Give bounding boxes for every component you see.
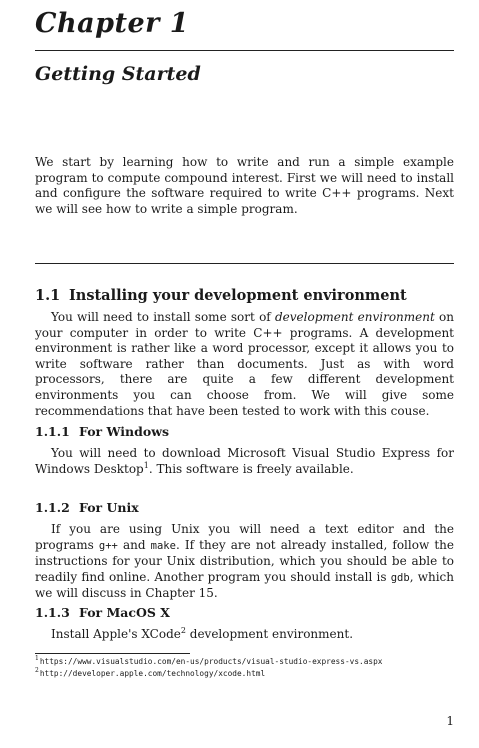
subsection-title: For Windows <box>79 424 169 439</box>
chapter-rule <box>35 50 454 51</box>
section-divider <box>35 263 454 264</box>
chapter-subtitle: Getting Started <box>35 63 201 85</box>
footnote-rule <box>35 653 190 654</box>
code-text: gdb <box>390 571 410 584</box>
para-text: You will need to install some sort of <box>51 310 275 324</box>
intro-paragraph: We start by learning how to write and run a simple example program to compute compound interest. First we will need to install and configure the software required to write C++ programs. Next we will see how to write a simple program. <box>35 155 454 216</box>
emphasis-text: development environment <box>274 310 435 324</box>
para-text: You will need to download Microsoft Visual Studio Express for Windows Desktop <box>35 446 454 476</box>
subsection-number: 1.1.2 <box>35 500 70 515</box>
subsection-heading-unix <box>35 500 139 515</box>
para-text: development environment. <box>185 627 354 641</box>
para-text: Install Apple's XCode <box>51 627 181 641</box>
section-heading-installing <box>35 287 407 304</box>
section-title: Installing your development environment <box>69 287 407 304</box>
windows-paragraph <box>35 446 454 477</box>
footnote-number: 2 <box>35 667 39 675</box>
section-number: 1.1 <box>35 287 61 304</box>
page-number: 1 <box>446 714 454 728</box>
footnote-1 <box>35 657 383 666</box>
subsection-number: 1.1.1 <box>35 424 70 439</box>
para-text: on your computer in order to write C++ programs. A development environment is rather like a word processor, except it allows you to write software rather than documents. Just as with word processors, there are quite a few different development environments you can choose from. We will give some recommendations that have been tested to work with this couse. <box>35 310 454 418</box>
subsection-number: 1.1.3 <box>35 605 70 620</box>
footnote-number: 1 <box>35 655 39 663</box>
code-text: g++ <box>98 539 118 552</box>
footnote-url[interactable]: http://developer.apple.com/technology/xcode.html <box>39 669 266 678</box>
installing-paragraph <box>35 310 454 419</box>
subsection-title: For Unix <box>79 500 139 515</box>
footnote-marker[interactable]: 2 <box>180 626 186 635</box>
footnote-2 <box>35 669 265 678</box>
chapter-title: Chapter 1 <box>35 8 190 39</box>
para-text: If you are using Unix you will need a text editor and the programs <box>35 522 454 552</box>
footnote-marker[interactable]: 1 <box>143 460 149 470</box>
mac-paragraph <box>35 627 454 643</box>
para-text: , which we will discuss in Chapter 15. <box>35 569 454 601</box>
para-text: . This software is freely available. <box>148 461 354 476</box>
footnote-url[interactable]: https://www.visualstudio.com/en-us/products/visual-studio-express-vs.aspx <box>39 657 383 666</box>
unix-paragraph <box>35 522 454 602</box>
subsection-heading-windows <box>35 424 169 439</box>
code-text: make <box>150 539 176 552</box>
para-text: . If they are not already installed, follow the instructions for your Unix distribution, which you should be able to readily find online. Another program you should install is <box>35 537 454 584</box>
para-text: and <box>117 537 151 552</box>
subsection-heading-mac <box>35 605 170 620</box>
subsection-title: For MacOS X <box>79 605 170 620</box>
